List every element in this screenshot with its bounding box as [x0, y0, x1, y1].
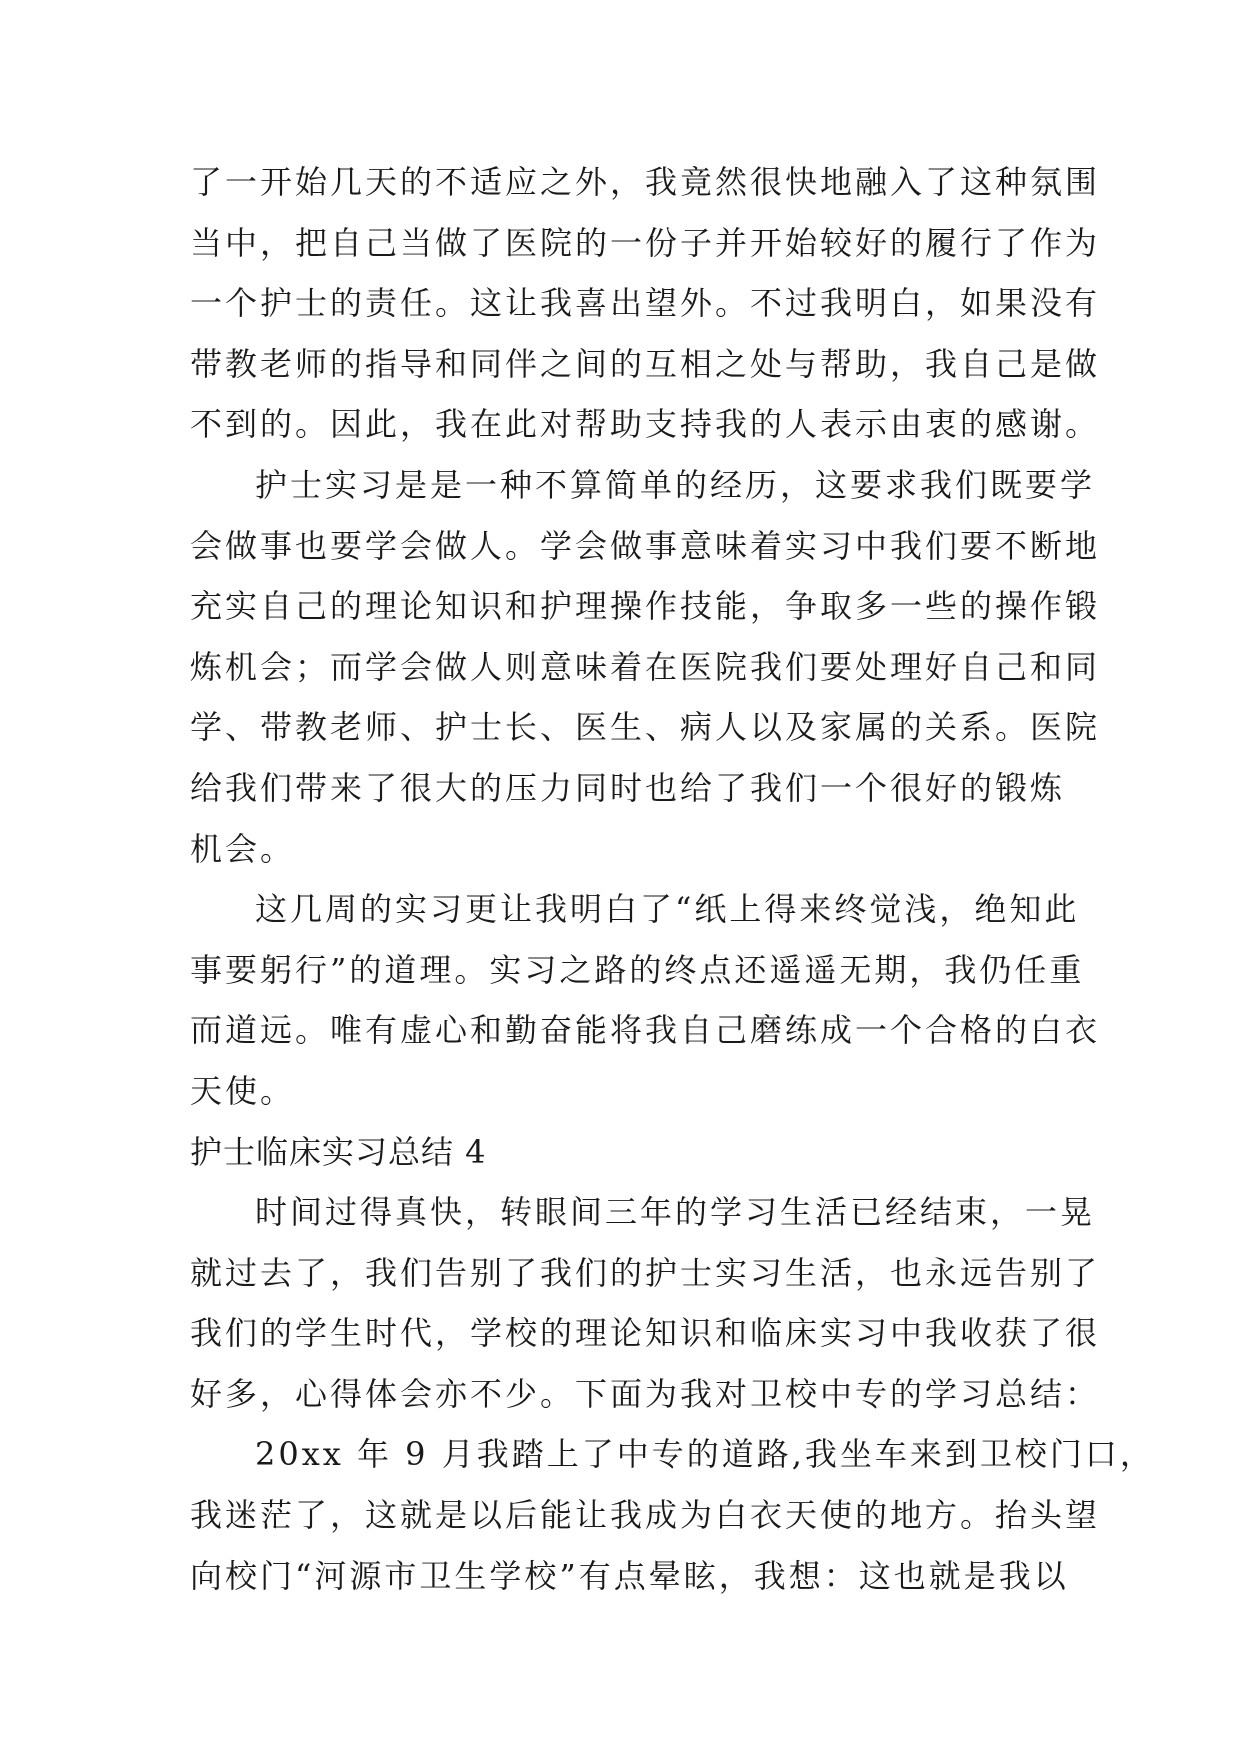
text-line-1: 了一开始几天的不适应之外，我竟然很快地融入了这种氛围	[190, 163, 1101, 201]
text-line-21: 好多，心得体会亦不少。下面为我对卫校中专的学习总结：	[190, 1374, 1101, 1413]
text-line-20: 我们的学生时代，学校的理论知识和临床实习中我收获了很	[190, 1314, 1101, 1353]
text-line-19: 就过去了，我们告别了我们的护士实习生活，也永远告别了	[190, 1253, 1101, 1292]
section-heading: 护士临床实习总结 4	[190, 1132, 487, 1171]
text-line-4: 带教老师的指导和同伴之间的互相之处与帮助，我自己是做	[190, 344, 1101, 383]
text-line-7: 会做事也要学会做人。学会做事意味着实习中我们要不断地	[190, 526, 1101, 565]
text-line-10: 学、带教老师、护士长、医生、病人以及家属的关系。医院	[190, 708, 1101, 747]
text-line-13: 这几周的实习更让我明白了“纸上得来终觉浅，绝知此	[255, 890, 1080, 929]
text-line-9: 炼机会；而学会做人则意味着在医院我们要处理好自己和同	[190, 647, 1101, 686]
text-line-23: 我迷茫了，这就是以后能让我成为白衣天使的地方。抬头望	[190, 1496, 1101, 1535]
text-line-3: 一个护士的责任。这让我喜出望外。不过我明白，如果没有	[190, 284, 1101, 323]
text-line-11: 给我们带来了很大的压力同时也给了我们一个很好的锻炼	[190, 768, 1066, 807]
text-line-18: 时间过得真快，转眼间三年的学习生活已经结束，一晃	[255, 1193, 1096, 1232]
text-line-24: 向校门“河源市卫生学校”有点晕眩，我想：这也就是我以	[190, 1556, 1069, 1595]
text-line-12: 机会。	[190, 829, 296, 868]
text-line-6: 护士实习是是一种不算简单的经历，这要求我们既要学	[255, 465, 1096, 504]
text-line-16: 天使。	[190, 1071, 296, 1110]
text-line-22: 20xx 年 9 月我踏上了中专的道路,我坐车来到卫校门口，	[255, 1435, 1155, 1474]
text-line-8: 充实自己的理论知识和护理操作技能，争取多一些的操作锻	[190, 587, 1101, 626]
text-line-14: 事要躬行”的道理。实习之路的终点还遥遥无期，我仍任重	[190, 950, 1085, 989]
document-body	[190, 152, 1155, 1606]
text-line-2: 当中，把自己当做了医院的一份子并开始较好的履行了作为	[190, 223, 1101, 262]
text-line-5: 不到的。因此，我在此对帮助支持我的人表示由衷的感谢。	[190, 405, 1101, 444]
text-line-15: 而道远。唯有虚心和勤奋能将我自己磨练成一个合格的白衣	[190, 1011, 1101, 1050]
